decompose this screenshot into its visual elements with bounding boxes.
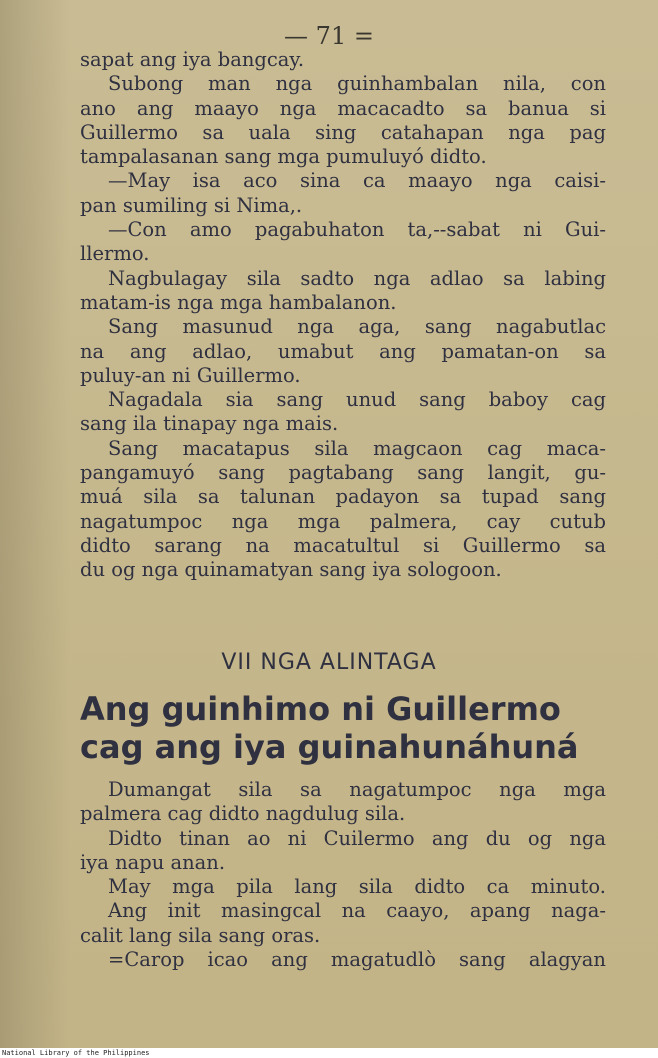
body-text-bottom xyxy=(80,778,606,972)
text-line: calit lang sila sang oras. xyxy=(80,923,321,947)
text-line: muá sila sa talunan padayon sa tupad sang xyxy=(80,485,606,509)
text-line: sapat ang iya bangcay. xyxy=(80,48,305,71)
text-line: —May isa aco sina ca maayo nga caisi- xyxy=(108,169,606,193)
text-line: du og nga quinamatyan sang iya sologoon. xyxy=(80,558,502,582)
text-line: ano ang maayo nga macacadto sa banua si xyxy=(80,96,606,120)
text-line: iya napu anan. xyxy=(80,850,226,874)
text-line: pangamuyó sang pagtabang sang langit, gu- xyxy=(80,461,606,485)
text-line: nagatumpoc nga mga palmera, cay cutub xyxy=(80,509,606,533)
section-heading: VII NGA ALINTAGA xyxy=(221,650,437,675)
text-line: palmera cag didto nagdulug sila. xyxy=(80,802,406,826)
text-line: Guillermo sa uala sing catahapan nga pag xyxy=(80,120,606,144)
text-line: pan sumiling si Nima,. xyxy=(80,193,303,217)
page-number: — 71 = xyxy=(284,22,374,50)
text-line: Sang masunud nga aga, sang nagabutlac xyxy=(108,315,606,339)
text-line: Nagadala sia sang unud sang baboy cag xyxy=(108,388,606,412)
text-line: Dumangat sila sa nagatumpoc nga mga xyxy=(108,778,606,801)
text-line: matam-is nga mga hambalanon. xyxy=(80,290,397,314)
chapter-title-line: Ang guinhimo ni Guillermo xyxy=(80,690,561,728)
text-line: puluy-an ni Guillermo. xyxy=(80,363,301,387)
text-line: llermo. xyxy=(80,242,150,266)
text-line: —Con amo pagabuhaton ta,--sabat ni Gui- xyxy=(108,218,606,242)
footer-credit: National Library of the Philippines xyxy=(2,1049,150,1057)
text-line: sang ila tinapay nga mais. xyxy=(80,412,339,436)
text-line: Nagbulagay sila sadto nga adlao sa labing xyxy=(108,266,606,290)
text-line: =Carop icao ang magatudlò sang alagyan xyxy=(108,948,606,972)
body-text-top xyxy=(80,48,606,583)
chapter-title xyxy=(80,690,606,766)
text-line: na ang adlao, umabut ang pamatan-on sa xyxy=(80,339,606,363)
text-line: Ang init masingcal na caayo, apang naga- xyxy=(108,899,606,923)
text-line: Subong man nga guinhambalan nila, con xyxy=(108,72,606,96)
chapter-title-line: cag ang iya guinahunáhuná xyxy=(80,728,579,766)
text-line: didto sarang na macatultul si Guillermo sa xyxy=(80,533,606,557)
text-line: Didto tinan ao ni Cuilermo ang du og nga xyxy=(108,826,606,850)
text-line: May mga pila lang sila didto ca minuto. xyxy=(108,875,606,899)
text-line: Sang macatapus sila magcaon cag maca- xyxy=(108,436,606,460)
text-line: tampalasanan sang mga pumuluyó didto. xyxy=(80,145,487,169)
